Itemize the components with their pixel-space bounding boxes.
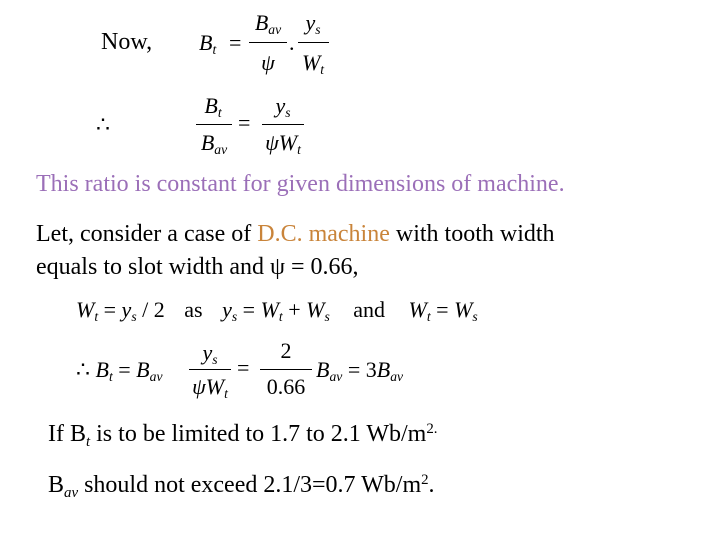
- psi-denominator: ψ: [261, 50, 275, 75]
- wt-symbol: Wt: [76, 297, 99, 325]
- fraction-bar: [189, 369, 231, 370]
- bt-rhs: Bav = 3Bav: [316, 357, 404, 385]
- fraction-bar: [298, 42, 329, 43]
- equation-widths: Wt = ys / 2 as ys = Wt + Ws and Wt = Ws: [76, 297, 478, 325]
- now-label: Now,: [101, 29, 153, 55]
- ys-symbol: ys: [222, 297, 238, 325]
- fraction-bar: [249, 42, 287, 43]
- limit-statement: If Bt is to be limited to 1.7 to 2.1 $Wb/m^{2.}$: [48, 420, 438, 450]
- bav-conclusion: Bav should not exceed 2.1/3=0.7 $Wb/m^2$.: [48, 471, 435, 501]
- paragraph-line-1: Let, consider a case of D.C. machine with tooth width: [36, 221, 555, 247]
- bt-numerator: Bt: [204, 93, 222, 121]
- and-word: and: [353, 297, 386, 322]
- dc-machine-highlight: D.C. machine: [257, 221, 390, 247]
- wt-symbol: Wt: [408, 297, 431, 325]
- ys-numerator: ys: [305, 10, 321, 38]
- psi-wt-denominator: ψWt: [265, 130, 301, 158]
- dot-operator: .: [289, 30, 295, 55]
- equals-sign: =: [237, 355, 250, 380]
- paragraph-line-2: equals to slot width and ψ = 0.66,: [36, 254, 359, 280]
- bav-denominator: Bav: [200, 130, 228, 158]
- bav-numerator: Bav: [254, 10, 282, 38]
- wt-denominator: Wt: [301, 50, 325, 78]
- fraction-bar: [260, 369, 312, 370]
- ws-symbol: Ws: [306, 297, 330, 325]
- bt-symbol: Bt: [199, 30, 217, 58]
- ws-symbol: Ws: [454, 297, 478, 325]
- wt-symbol: Wt: [260, 297, 283, 325]
- psi-wt-denominator: ψWt: [192, 374, 228, 402]
- ys-numerator: ys: [202, 340, 218, 368]
- ys-symbol: ys: [121, 297, 137, 325]
- equals-sign: =: [229, 30, 242, 55]
- fraction-bar: [262, 124, 304, 125]
- ys-numerator: ys: [275, 93, 291, 121]
- two-numerator: 2: [280, 338, 292, 363]
- therefore-symbol: ∴: [96, 112, 110, 137]
- fraction-bar: [196, 124, 232, 125]
- as-word: as: [184, 297, 203, 322]
- ratio-statement: This ratio is constant for given dimensions of machine.: [36, 171, 565, 197]
- equals-sign: =: [238, 110, 251, 135]
- decimal-denominator: 0.66: [266, 374, 306, 399]
- bt-lhs: ∴ Bt = Bav: [76, 357, 163, 385]
